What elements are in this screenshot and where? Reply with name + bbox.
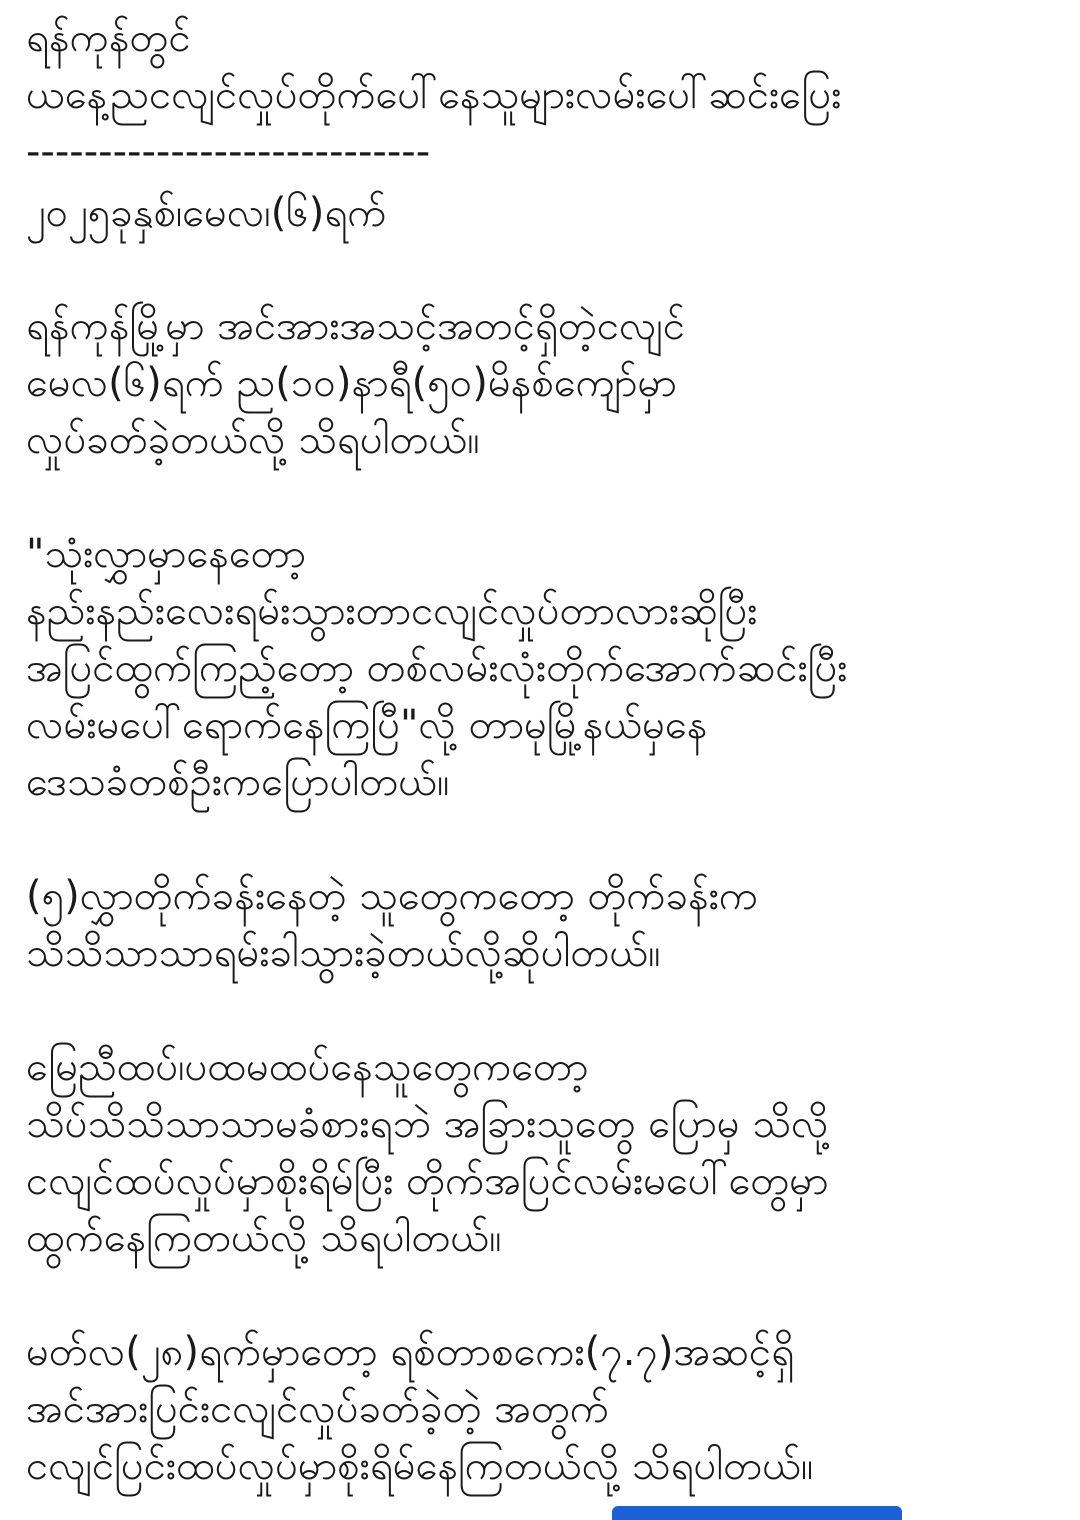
- paragraph-earthquake-report: [26, 298, 1056, 469]
- paragraph-line: လှုပ်ခတ်ခဲ့တယ်လို့ သိရပါတယ်။: [26, 417, 480, 463]
- paragraph-line: ငလျင်ထပ်လှုပ်မှာစိုးရိမ်ပြီး တိုက်အပြင်လမ်းမပေါ်တွေမှာ: [26, 1158, 829, 1204]
- paragraph-line: မြေညီထပ်၊ပထမထပ်နေသူတွေကတော့: [26, 1044, 589, 1090]
- headline-line: ရန်ကုန်တွင်: [26, 15, 191, 61]
- paragraph-line: အင်အားပြင်းငလျင်လှုပ်ခတ်ခဲ့တဲ့ အတွက်: [26, 1386, 610, 1432]
- paragraph-line: (၅)လွှာတိုက်ခန်းနေတဲ့ သူတွေကတော့ တိုက်ခန်းက: [26, 873, 759, 919]
- headline-line: ယနေ့ညငလျင်လှုပ်တိုက်ပေါ်နေသူများလမ်းပေါ်ဆင်းပြေး: [26, 72, 842, 118]
- post-date-block: [26, 185, 1056, 242]
- paragraph-fifth-floor: [26, 868, 1056, 982]
- paragraph-line: ငလျင်ပြင်းထပ်လှုပ်မှာစိုးရိမ်နေကြတယ်လို့ သိရပါတယ်။: [26, 1443, 814, 1489]
- post-divider: ----------------------------: [26, 129, 431, 175]
- paragraph-line: ရန်ကုန်မြို့မှာ အင်အားအသင့်အတင့်ရှိတဲ့ငလျင်: [26, 303, 686, 349]
- paragraph-line: နည်းနည်းလေးရမ်းသွားတာငလျင်လှုပ်တာလားဆိုပြီး: [26, 588, 758, 634]
- paragraph-line: မတ်လ(၂၈)ရက်မှာတော့ ရစ်တာစကေး(၇.၇)အဆင့်ရှိ: [26, 1329, 795, 1375]
- paragraph-line: ဒေသခံတစ်ဦးကပြောပါတယ်။: [26, 759, 450, 805]
- paragraph-line: ထွက်နေကြတယ်လို့ သိရပါတယ်။: [26, 1215, 502, 1261]
- paragraph-line: မေလ(၆)ရက် ည(၁၀)နာရီ(၅၀)မိနစ်ကျော်မှာ: [26, 360, 677, 406]
- paragraph-ground-floor: [26, 1039, 1056, 1267]
- paragraph-line: သိပ်သိသိသာသာမခံစားရဘဲ အခြားသူတွေ ပြောမှ သိလို့: [26, 1101, 829, 1147]
- paragraph-line: "သုံးလွှာမှာနေတော့: [26, 531, 306, 577]
- paragraph-line: အပြင်ထွက်ကြည့်တော့ တစ်လမ်းလုံးတိုက်အောက်ဆင်းပြီး: [26, 645, 848, 691]
- paragraph-line: သိသိသာသာရမ်းခါသွားခဲ့တယ်လို့ဆိုပါတယ်။: [26, 930, 661, 976]
- post-date: ၂၀၂၅ခုနှစ်၊မေလ၊(၆)ရက်: [26, 190, 387, 236]
- paragraph-resident-quote: [26, 526, 1056, 811]
- post-headline: [26, 10, 1056, 124]
- news-post: [26, 10, 1056, 1495]
- paragraph-march-quake: [26, 1324, 1056, 1495]
- paragraph-line: လမ်းမပေါ်ရောက်နေကြပြီ"လို့ တာမုမြို့နယ်မှနေ: [26, 702, 708, 748]
